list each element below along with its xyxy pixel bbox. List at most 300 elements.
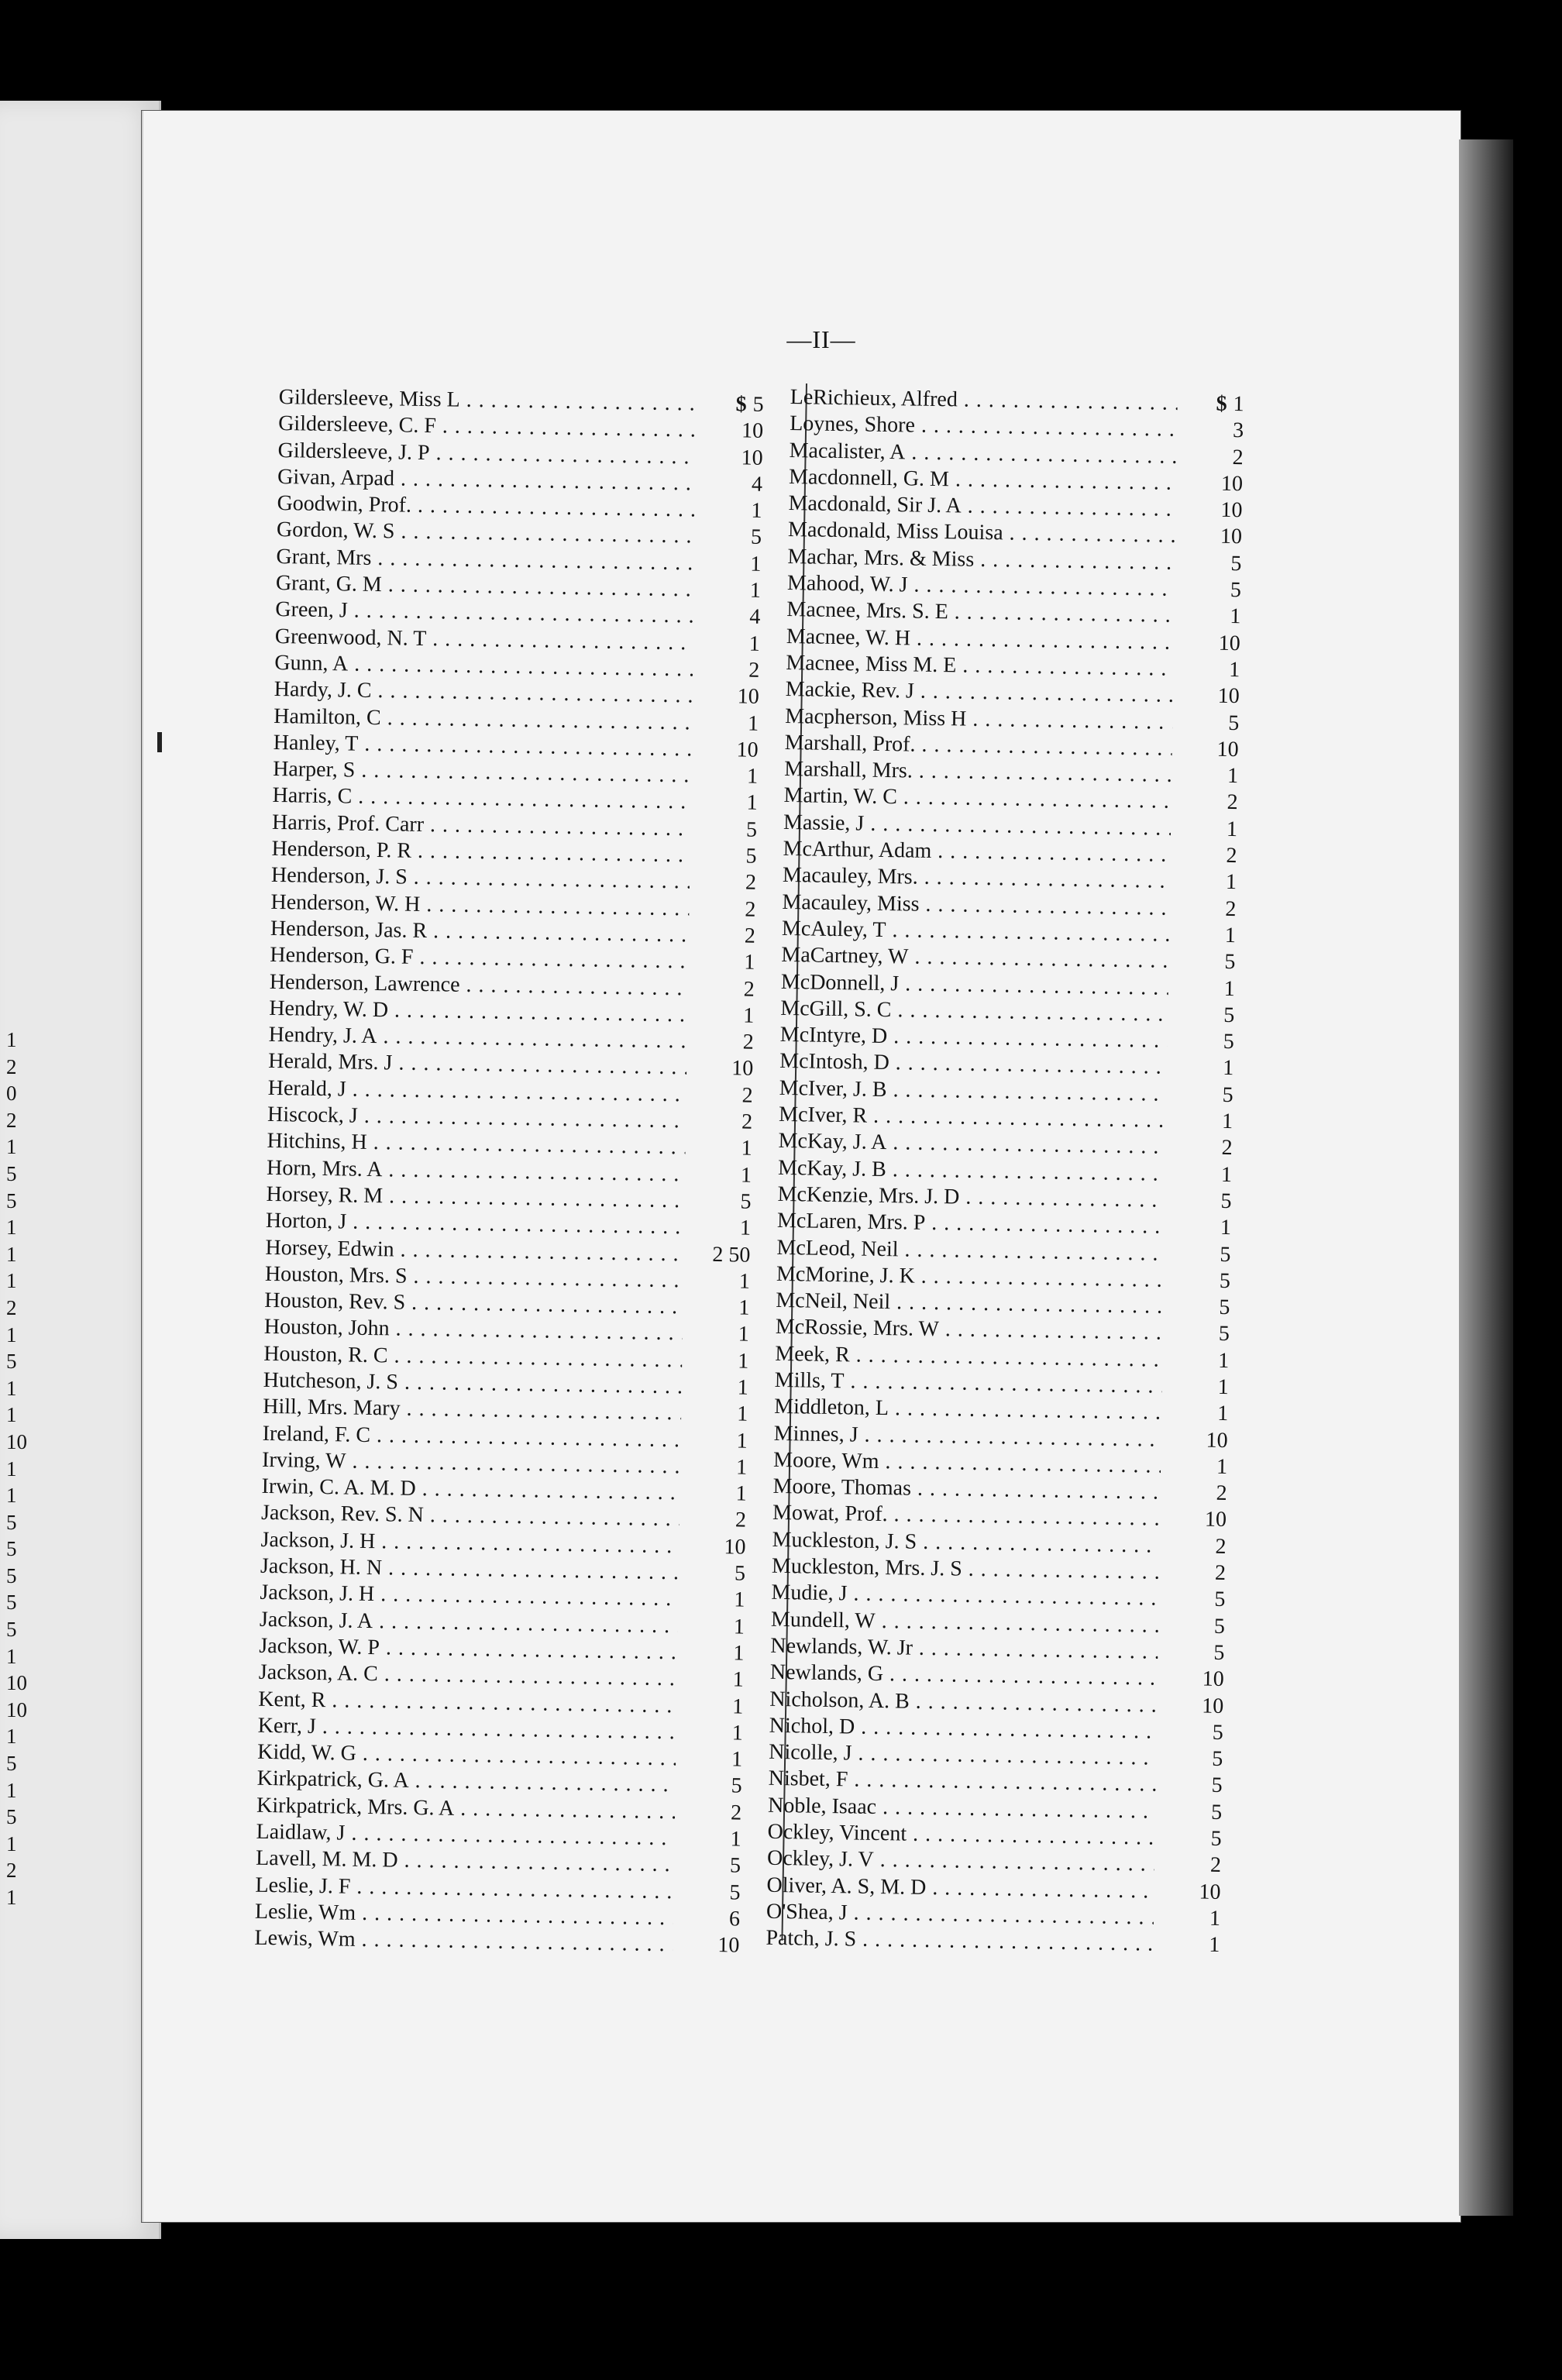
subscription-amount: [695, 604, 764, 631]
subscription-amount: [680, 1533, 749, 1561]
subscriber-name: Muckleston, Mrs. J. S . . .: [772, 1553, 1159, 1586]
amount-value: 5: [1213, 1614, 1226, 1639]
amount-value: 1: [751, 498, 762, 523]
subscription-amount: [698, 418, 767, 445]
previous-page-amount: 5: [6, 1563, 17, 1587]
subscription-amount: [693, 710, 762, 738]
subscriber-name: Harper, S . . .: [273, 756, 691, 789]
subscriber-name: Grant, G. M . . .: [276, 570, 694, 604]
subscription-amount: [1163, 1374, 1232, 1402]
amount-value: 5: [1220, 1188, 1232, 1213]
subscriber-name: Ireland, F. C . . .: [262, 1420, 680, 1453]
subscription-amount: [693, 683, 762, 711]
subscription-amount: [1178, 390, 1247, 418]
subscriber-name: Kidd, W. G . . .: [257, 1739, 676, 1773]
subscription-amount: [1177, 523, 1246, 551]
subscription-amount: [688, 1029, 757, 1057]
amount-value: 1: [736, 1429, 748, 1453]
previous-page-amount: 1: [6, 1322, 17, 1346]
previous-page: [0, 101, 161, 2239]
amount-value: 1: [736, 1402, 748, 1426]
amount-value: 2: [742, 1030, 754, 1054]
amount-value: 2: [741, 1109, 753, 1134]
previous-page-amount: 5: [6, 1161, 17, 1185]
subscriber-name: Henderson, Lawrence . . .: [270, 968, 688, 1002]
subscription-amount: [690, 975, 759, 1003]
subscriber-name: Patch, J. S . . .: [766, 1925, 1153, 1958]
amount-value: 1: [746, 764, 759, 789]
subscription-amount: [1169, 1002, 1238, 1030]
previous-page-amount: 1: [6, 1886, 17, 1909]
amount-value: 6: [728, 1907, 741, 1931]
amount-value: 1: [738, 1269, 751, 1294]
subscriber-name: Gildersleeve, Miss L . . .: [278, 384, 697, 418]
subscription-amount: [1176, 550, 1245, 578]
subscriber-name: Henderson, G. F . . .: [270, 942, 688, 975]
amount-value: 5: [1210, 1800, 1223, 1825]
subscription-amount: [674, 1931, 743, 1959]
subscriber-name: Mahood, W. J . . .: [787, 570, 1175, 603]
amount-value: 2: [1216, 1481, 1227, 1506]
subscriber-name: Henderson, Jas. R . . .: [270, 916, 689, 949]
subscriber-name: McKay, J. A . . .: [778, 1128, 1165, 1161]
subscriber-name: Leslie, Wm . . .: [255, 1899, 673, 1932]
amount-value: 2: [1209, 1853, 1222, 1878]
subscription-amount: [1168, 1081, 1237, 1109]
previous-page-amount: 10: [6, 1671, 27, 1695]
subscription-amount: [682, 1427, 751, 1455]
amount-value: 1: [746, 791, 758, 816]
subscriber-name: Lavell, M. M. D . . .: [256, 1845, 674, 1879]
subscription-amount: [686, 1161, 755, 1189]
subscriber-name: Marshall, Prof. . . .: [784, 730, 1172, 762]
subscription-amount: [1158, 1719, 1227, 1747]
subscription-amount: [697, 470, 766, 498]
amount-value: 2: [745, 870, 757, 896]
subscription-amount: [688, 1055, 757, 1083]
previous-page-amount: 5: [6, 1618, 17, 1642]
amount-value: 1: [1223, 976, 1236, 1001]
previous-page-amount: 5: [6, 1188, 17, 1212]
amount-value: 5: [1219, 1268, 1231, 1293]
previous-page-amount: 5: [6, 1591, 17, 1615]
amount-value: 2: [730, 1800, 742, 1825]
subscriber-name: Middleton, L . . .: [774, 1394, 1161, 1426]
subscriber-name: Kent, R . . .: [258, 1686, 676, 1719]
subscriber-name: Machar, Mrs. & Miss . . .: [787, 544, 1175, 576]
amount-value: 10: [737, 684, 759, 710]
amount-value: 10: [1217, 683, 1240, 709]
amount-value: 10: [736, 738, 759, 762]
subscriber-name: Hutcheson, J. S . . .: [263, 1367, 682, 1401]
subscription-amount: [677, 1745, 746, 1773]
subscription-amount: [1167, 1161, 1236, 1188]
subscription-amount: [692, 816, 761, 844]
subscription-amount: [692, 789, 761, 817]
previous-page-amounts: [6, 1027, 37, 1911]
previous-page-amount: 1: [6, 1242, 17, 1266]
amount-value: 4: [751, 472, 763, 497]
subscription-amount: [1157, 1772, 1226, 1800]
subscription-amount: [680, 1560, 749, 1587]
subscriber-name: LeRichieux, Alfred . . .: [790, 384, 1177, 417]
subscription-amount: [1168, 1028, 1237, 1056]
subscriber-name: Jackson, Rev. S. N . . .: [261, 1500, 680, 1533]
subscriber-name: Macnee, Miss M. E . . .: [786, 650, 1173, 683]
subscriber-name: Minnes, J . . .: [773, 1420, 1161, 1453]
subscription-amount: [1165, 1267, 1234, 1295]
subscriber-name: Henderson, P. R . . .: [271, 836, 690, 869]
previous-page-amount: 1: [6, 1457, 17, 1481]
previous-page-amount: 0: [6, 1082, 17, 1106]
subscription-amount: [1165, 1240, 1234, 1268]
amount-value: 10: [741, 445, 763, 470]
subscriber-name: Gildersleeve, J. P . . .: [277, 438, 696, 471]
subscription-amount: [697, 444, 766, 472]
subscriber-name: Jackson, A. C . . .: [259, 1659, 677, 1693]
subscriber-name: Massie, J . . .: [783, 810, 1171, 842]
amount-value: 1: [741, 1136, 752, 1161]
subscriber-name: McIver, J. B . . .: [779, 1075, 1166, 1108]
subscriber-name: McNeil, Neil . . .: [776, 1288, 1163, 1320]
amount-value: 1: [1209, 1932, 1220, 1958]
amount-value: 1: [733, 1615, 745, 1639]
subscription-amount: [684, 1321, 753, 1349]
subscription-amount: [685, 1241, 754, 1269]
subscriber-name: Jackson, J. H . . .: [260, 1527, 679, 1560]
subscriber-name: McLeod, Neil . . .: [776, 1234, 1164, 1267]
subscriber-name: McIntosh, D . . .: [779, 1048, 1167, 1081]
subscription-amount: [1176, 576, 1245, 604]
subscriber-name: Houston, R. C . . .: [263, 1341, 682, 1374]
subscription-amount: [1172, 816, 1241, 844]
subscription-amount: [680, 1587, 748, 1615]
amount-value: 10: [1206, 1428, 1228, 1453]
subscription-amount: [690, 896, 759, 923]
subscriber-name: Mills, T . . .: [775, 1367, 1162, 1400]
amount-value: 5: [734, 1561, 746, 1586]
subscriber-name: Horsey, Edwin . . .: [265, 1234, 683, 1267]
subscription-amount: [679, 1639, 748, 1667]
amount-value: 2: [744, 923, 756, 948]
subscriber-name: Leslie, J. F . . .: [255, 1872, 673, 1905]
amount-value: 1: [748, 631, 761, 656]
subscriber-name: Loynes, Shore . . .: [790, 411, 1177, 443]
subscriber-name: Hanley, T . . .: [273, 730, 691, 763]
amount-value: 10: [1220, 471, 1244, 497]
amount-value: 5: [1214, 1587, 1226, 1612]
subscription-amount: [1174, 709, 1243, 737]
amount-value: 1: [1233, 391, 1244, 417]
subscriber-name: Grant, Mrs . . .: [276, 544, 694, 577]
subscription-amount: [1175, 630, 1244, 658]
amount-value: 1: [731, 1747, 743, 1772]
amount-value: 10: [1204, 1508, 1227, 1532]
amount-value: 10: [1199, 1880, 1221, 1904]
amount-value: 10: [1220, 524, 1243, 549]
subscriber-name: Mowat, Prof. . . .: [772, 1500, 1160, 1532]
subscription-amount: [1170, 975, 1239, 1003]
subscriber-name: Ockley, Vincent . . .: [767, 1819, 1154, 1852]
previous-page-amount: 1: [6, 1028, 17, 1051]
subscription-amount: [1163, 1400, 1232, 1428]
subscriber-name: Gildersleeve, C. F . . .: [278, 411, 697, 444]
subscriber-name: Hitchins, H . . .: [267, 1128, 685, 1161]
amount-value: 1: [733, 1641, 745, 1666]
amount-value: 5: [1210, 1826, 1222, 1852]
subscription-amount: [1175, 603, 1244, 631]
amount-value: 10: [1220, 497, 1243, 523]
amount-value: 1: [743, 1003, 755, 1028]
previous-page-amount: 1: [6, 1376, 17, 1400]
amount-value: 1: [1216, 1402, 1229, 1426]
subscription-amount: [1162, 1453, 1231, 1481]
amount-value: 10: [1218, 631, 1241, 655]
subscriber-name: Jackson, H. N . . .: [260, 1553, 679, 1587]
previous-page-amount: 5: [6, 1537, 17, 1561]
previous-page-amount: 5: [6, 1752, 17, 1776]
currency-symbol: $: [735, 392, 747, 417]
subscription-amount: [679, 1666, 748, 1694]
subscription-amount: [690, 949, 759, 977]
amount-value: 1: [1227, 764, 1239, 789]
subscriber-name: Macauley, Mrs. . . .: [783, 862, 1170, 895]
previous-page-amount: 1: [6, 1135, 17, 1159]
amount-value: 1: [732, 1694, 744, 1719]
subscriber-name: Oliver, A. S, M. D . . .: [766, 1872, 1154, 1904]
subscriber-name: Macpherson, Miss H . . .: [785, 703, 1172, 736]
subscriber-name: Laidlaw, J . . .: [256, 1819, 674, 1852]
subscription-amount: [1166, 1188, 1235, 1216]
subscriber-name: Macdonald, Sir J. A . . .: [788, 490, 1175, 523]
previous-page-amount: 1: [6, 1725, 17, 1749]
subscriber-name: Irving, W . . .: [262, 1447, 680, 1481]
amount-value: 10: [1216, 737, 1239, 762]
subscription-amount: [696, 577, 765, 605]
subscription-amount: [680, 1613, 748, 1641]
subscription-amount: [676, 1773, 745, 1800]
amount-value: 1: [732, 1667, 745, 1692]
subscriber-name: Noble, Isaac . . .: [768, 1793, 1155, 1825]
subscription-amount: [1172, 842, 1240, 870]
subscription-amount: [684, 1294, 753, 1322]
subscriber-name: Harris, Prof. Carr . . .: [272, 810, 690, 843]
subscriber-name: MaCartney, W . . .: [781, 942, 1168, 975]
subscription-amount: [686, 1215, 755, 1243]
amount-value: 5: [1213, 1640, 1225, 1665]
amount-value: 2: [1225, 896, 1237, 921]
previous-page-amount: 1: [6, 1644, 17, 1668]
amount-value: 5: [752, 392, 764, 417]
subscriber-name: McMorine, J. K . . .: [776, 1261, 1164, 1294]
amount-value: 10: [1202, 1694, 1224, 1718]
subscriber-name: Mudie, J . . .: [771, 1580, 1158, 1612]
subscriber-name: Henderson, J. S . . .: [271, 862, 690, 896]
subscriber-name: Hendry, W. D . . .: [269, 996, 687, 1029]
subscriber-name: Lewis, Wm . . .: [254, 1925, 673, 1959]
subscription-amount: [1173, 736, 1242, 764]
subscriber-name: Hamilton, C . . .: [274, 703, 692, 737]
subscription-amount: [675, 1879, 744, 1907]
amount-value: 5: [740, 1189, 752, 1214]
amount-value: 5: [1212, 1720, 1223, 1745]
subscriber-name: Houston, Rev. S . . .: [264, 1288, 683, 1321]
amount-value: 5: [1230, 551, 1242, 576]
amount-value: 2: [1215, 1534, 1227, 1559]
subscriber-name: Horton, J . . .: [266, 1208, 684, 1241]
previous-page-amount: 5: [6, 1350, 17, 1374]
subscription-amount: [693, 736, 762, 764]
subscription-amount: [1161, 1480, 1230, 1508]
previous-page-amount: 1: [6, 1831, 17, 1856]
amount-value: 1: [1217, 1374, 1229, 1400]
subscription-amount: [683, 1374, 752, 1402]
subscriber-name: Irwin, C. A. M. D . . .: [261, 1474, 680, 1507]
subscription-amount: [687, 1082, 756, 1109]
subscriber-name: McKenzie, Mrs. J. D . . .: [777, 1181, 1165, 1214]
previous-page-amount: 5: [6, 1805, 17, 1829]
subscriber-name: Henderson, W. H . . .: [270, 889, 689, 923]
subscription-amount: [687, 1108, 756, 1136]
subscriber-name: Macalister, A . . .: [789, 438, 1176, 470]
amount-value: 1: [738, 1349, 749, 1374]
amount-value: 1: [738, 1322, 750, 1347]
subscriber-name: McIver, R . . .: [779, 1102, 1166, 1134]
subscription-amount: [676, 1825, 745, 1853]
amount-value: 5: [1230, 578, 1242, 603]
subscription-amount: [686, 1135, 755, 1163]
subscription-amount: [682, 1453, 751, 1481]
amount-value: 5: [1223, 1003, 1235, 1027]
subscription-amount: [1178, 470, 1247, 498]
amount-value: 10: [741, 418, 764, 444]
amount-value: 1: [1209, 1906, 1221, 1931]
amount-value: 2: [1226, 843, 1237, 868]
subscription-amount: [693, 763, 762, 791]
amount-value: 1: [749, 578, 762, 603]
subscriber-name: Green, J . . .: [275, 597, 693, 630]
subscription-amount: [1165, 1320, 1233, 1348]
subscription-amount: [676, 1852, 745, 1880]
subscription-amount: [1172, 868, 1240, 896]
amount-value: 2: [1221, 1136, 1233, 1161]
subscription-amount: [678, 1693, 747, 1721]
subscriber-name: Horsey, R. M . . .: [266, 1181, 684, 1215]
amount-value: 1: [1216, 1454, 1228, 1479]
subscriber-name: McGill, S. C . . .: [780, 996, 1168, 1028]
subscription-amount: [1161, 1560, 1230, 1587]
subscriber-name: Nichol, D . . .: [769, 1713, 1157, 1745]
amount-value: 1: [1229, 657, 1240, 683]
previous-page-amount: 2: [6, 1859, 17, 1883]
subscriber-name: Macauley, Miss . . .: [782, 889, 1169, 922]
subscriber-name: Herald, Mrs. J . . .: [268, 1048, 686, 1082]
subscriber-name: Jackson, J. H . . .: [260, 1580, 678, 1613]
subscription-amount: [1173, 762, 1242, 790]
subscriber-name: Jackson, J. A . . .: [260, 1606, 678, 1639]
previous-page-amount: 10: [6, 1429, 27, 1453]
amount-value: 10: [731, 1056, 754, 1082]
subscription-amount: [1177, 497, 1246, 524]
subscriber-name: Kirkpatrick, G. A . . .: [256, 1766, 675, 1799]
subscriber-name: Muckleston, J. S . . .: [772, 1527, 1159, 1560]
subscriber-name: Greenwood, N. T . . .: [275, 624, 693, 657]
currency-symbol: $: [1216, 391, 1227, 416]
subscriber-name: McIntyre, D . . .: [780, 1022, 1168, 1054]
subscriber-name: Horn, Mrs. A . . .: [267, 1154, 685, 1188]
subscription-amount: [697, 497, 766, 525]
previous-page-amount: 1: [6, 1778, 17, 1802]
subscription-amount: [1155, 1878, 1224, 1906]
subscriber-name: McRossie, Mrs. W . . .: [776, 1314, 1163, 1346]
subscription-amount: [1167, 1134, 1236, 1162]
subscription-amount: [1178, 417, 1247, 445]
subscriber-name: Moore, Thomas . . .: [772, 1474, 1160, 1506]
subscription-amount: [1161, 1532, 1230, 1560]
subscriber-name: Macnee, W. H . . .: [786, 624, 1174, 656]
subscription-amount: [689, 1002, 758, 1030]
subscriber-name: Newlands, W. Jr . . .: [770, 1633, 1158, 1666]
subscription-amount: [1178, 443, 1247, 471]
amount-value: 1: [731, 1721, 743, 1745]
previous-page-amount: 1: [6, 1216, 17, 1240]
subscription-amount: [695, 630, 764, 658]
amount-value: 2: [735, 1508, 747, 1533]
subscriber-name: Meek, R . . .: [775, 1341, 1162, 1374]
subscription-amount: [1171, 895, 1240, 923]
amount-value: 10: [1202, 1666, 1225, 1692]
subscription-amount: [683, 1347, 752, 1375]
previous-page-amount: 2: [6, 1108, 17, 1132]
subscriber-name: Macnee, Mrs. S. E . . .: [786, 597, 1174, 629]
amount-value: 1: [1222, 1056, 1234, 1081]
subscription-amount: [1172, 789, 1241, 817]
subscriber-name: Gunn, A . . .: [274, 650, 693, 683]
amount-value: 2: [1232, 445, 1244, 469]
subscription-amount: [1166, 1214, 1235, 1242]
subscription-amount: [1168, 1054, 1237, 1082]
subscription-amount: [1160, 1612, 1229, 1640]
subscription-amount: [1175, 656, 1244, 684]
subscription-amount: [1155, 1905, 1224, 1933]
subscriber-name: Hiscock, J . . .: [267, 1102, 686, 1135]
amount-value: 1: [1221, 1109, 1233, 1134]
subscriber-name: McDonnell, J . . .: [781, 968, 1168, 1001]
subscription-amount: [1156, 1825, 1225, 1853]
amount-value: 5: [731, 1773, 742, 1799]
amount-value: 2 50: [712, 1242, 751, 1267]
amount-value: 1: [1226, 817, 1238, 841]
subscription-amount: [691, 869, 760, 897]
subscription-amount: [694, 656, 763, 684]
subscriber-name: Nicolle, J . . .: [769, 1739, 1156, 1772]
subscription-amount: [1171, 922, 1240, 950]
subscription-amount: [685, 1267, 754, 1295]
subscription-amount: [1158, 1692, 1227, 1720]
page-number: —II—: [786, 325, 856, 353]
subscription-amount: [1161, 1506, 1230, 1534]
amount-value: 1: [737, 1375, 748, 1400]
subscriber-name: Jackson, W. P . . .: [259, 1633, 677, 1666]
previous-page-amount: 5: [6, 1510, 17, 1534]
amount-value: 1: [735, 1455, 748, 1480]
subscription-amount: [676, 1799, 745, 1827]
subscriber-name: Marshall, Mrs. . . .: [784, 756, 1172, 789]
amount-value: 1: [744, 950, 755, 975]
amount-value: 1: [1230, 604, 1241, 629]
subscriber-name: McKay, J. B . . .: [778, 1154, 1165, 1187]
subscriber-name: Kirkpatrick, Mrs. G. A . . .: [256, 1793, 675, 1826]
